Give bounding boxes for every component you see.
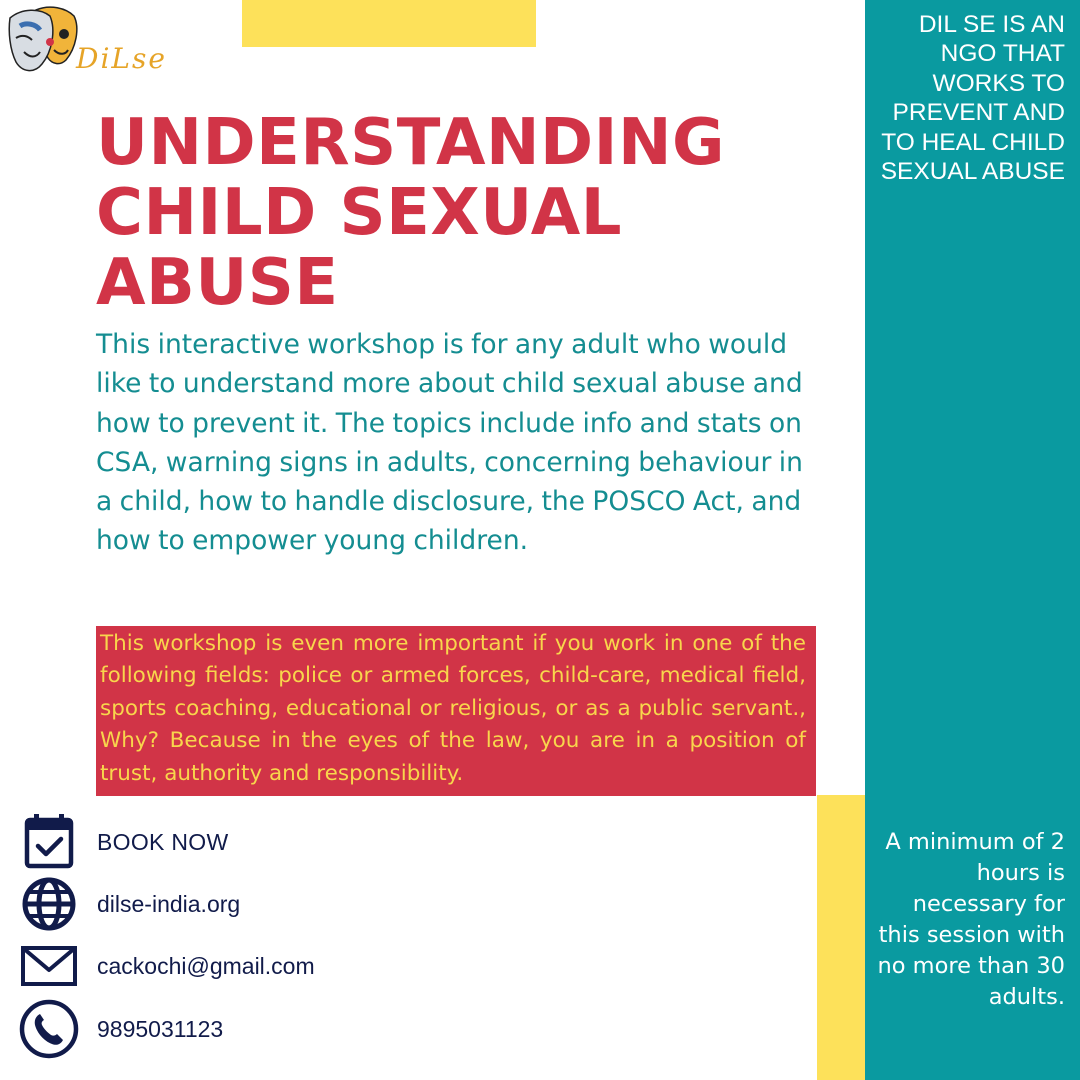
book-now-link[interactable]: BOOK NOW (97, 829, 229, 855)
phone-link[interactable]: 9895031123 (97, 1016, 224, 1042)
page-title: UNDERSTANDING CHILD SEXUAL ABUSE (96, 106, 726, 320)
email-link[interactable]: cackochi@gmail.com (97, 953, 315, 979)
ngo-about-text: DIL SE IS AN NGO THAT WORKS TO PREVENT AND TO HEAL CHILD SEXUAL ABUSE (880, 11, 1065, 186)
envelope-icon (18, 936, 80, 996)
theatre-masks-icon (6, 4, 86, 82)
calendar-check-icon (18, 812, 80, 872)
workshop-description: This interactive workshop is for any adult who would like to understand more about child sexual abuse and how to prevent it. The topics include info and stats on CSA, warning signs in adults, concerning behaviour in a child, how to handle disclosure, the POSCO Act, and how to empower young children. (96, 329, 803, 557)
website-row[interactable] (18, 874, 438, 934)
logo-wordmark: DiLse (76, 42, 167, 75)
website-link[interactable]: dilse-india.org (97, 891, 241, 917)
dilse-logo (6, 4, 166, 82)
yellow-accent-top (242, 0, 536, 47)
book-now-row[interactable] (18, 812, 438, 872)
phone-icon (18, 999, 80, 1059)
session-note-text: A minimum of 2 hours is necessary for this session with no more than 30 adults. (877, 829, 1065, 1010)
globe-icon (18, 874, 80, 934)
important-notice-box (96, 626, 816, 796)
phone-row[interactable] (18, 999, 438, 1059)
email-row[interactable] (18, 936, 438, 996)
important-notice-text: This workshop is even more important if you work in one of the following fields: police or armed forces, child-care, medical field, sports coaching, educational or religious, or as a public servant., Why? Because in the eyes of the law, you are in a position of trust, authority and responsibility. (100, 631, 806, 786)
yellow-accent-side (817, 795, 865, 1080)
